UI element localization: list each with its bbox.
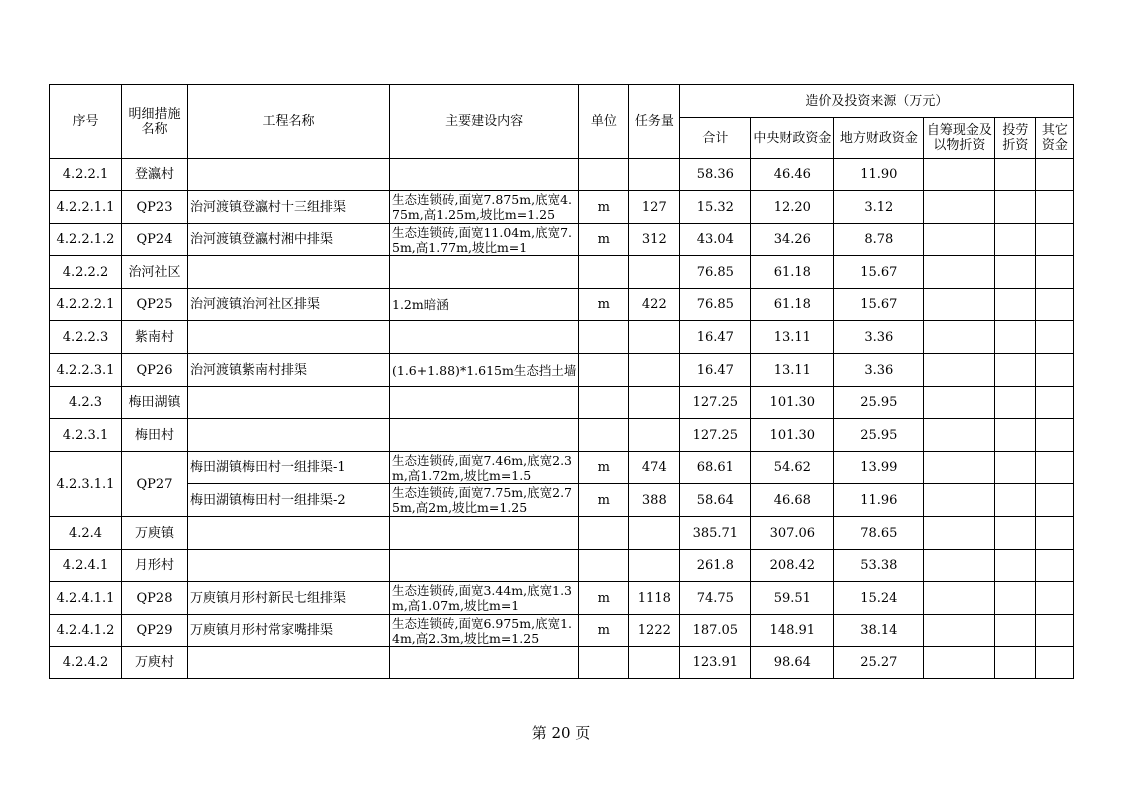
cell-unit: m xyxy=(579,582,629,615)
table-row xyxy=(50,354,1074,387)
header-project: 工程名称 xyxy=(188,85,390,159)
cell-content: 生态连锁砖,面宽3.44m,底宽1.3m,高1.07m,坡比m=1 xyxy=(390,582,579,615)
table-row xyxy=(50,256,1074,289)
cell-qty xyxy=(629,256,680,289)
cell-self xyxy=(924,224,995,256)
cell-self xyxy=(924,354,995,387)
cell-qty: 422 xyxy=(629,289,680,321)
cell-other xyxy=(1036,256,1074,289)
cell-labor xyxy=(995,484,1036,517)
table-row xyxy=(50,550,1074,582)
cell-content: 生态连锁砖,面宽7.75m,底宽2.75m,高2m,坡比m=1.25 xyxy=(390,484,579,517)
cell-measure: QP25 xyxy=(122,289,188,321)
cell-qty: 388 xyxy=(629,484,680,517)
cell-labor xyxy=(995,354,1036,387)
cell-unit xyxy=(579,354,629,387)
header-quantity: 任务量 xyxy=(629,85,680,159)
cell-content: 生态连锁砖,面宽7.46m,底宽2.3m,高1.72m,坡比m=1.5 xyxy=(390,452,579,484)
cell-local: 15.24 xyxy=(834,582,924,615)
cell-labor xyxy=(995,517,1036,550)
cell-unit xyxy=(579,647,629,679)
cell-measure: QP24 xyxy=(122,224,188,256)
cell-seq: 4.2.2.3 xyxy=(50,321,122,354)
cell-content xyxy=(390,256,579,289)
cell-total: 68.61 xyxy=(680,452,751,484)
header-content: 主要建设内容 xyxy=(390,85,579,159)
cell-other xyxy=(1036,550,1074,582)
cell-total: 76.85 xyxy=(680,256,751,289)
cell-labor xyxy=(995,387,1036,419)
cell-self xyxy=(924,191,995,224)
cell-labor xyxy=(995,550,1036,582)
cell-central: 59.51 xyxy=(751,582,834,615)
cell-seq: 4.2.4.1.2 xyxy=(50,615,122,647)
cell-content xyxy=(390,517,579,550)
cell-unit: m xyxy=(579,484,629,517)
cell-seq: 4.2.4.2 xyxy=(50,647,122,679)
cell-local: 25.27 xyxy=(834,647,924,679)
header-other: 其它资金 xyxy=(1036,118,1074,159)
cell-measure: 月形村 xyxy=(122,550,188,582)
cell-qty xyxy=(629,321,680,354)
cell-total: 123.91 xyxy=(680,647,751,679)
cell-self xyxy=(924,452,995,484)
cell-self xyxy=(924,159,995,191)
cell-local: 3.12 xyxy=(834,191,924,224)
cell-unit xyxy=(579,387,629,419)
cell-project: 治河渡镇登瀛村湘中排渠 xyxy=(188,224,390,256)
cell-measure: 登瀛村 xyxy=(122,159,188,191)
cell-qty xyxy=(629,550,680,582)
cell-labor xyxy=(995,647,1036,679)
cell-total: 58.36 xyxy=(680,159,751,191)
cell-labor xyxy=(995,256,1036,289)
cell-qty xyxy=(629,419,680,452)
cell-measure: QP29 xyxy=(122,615,188,647)
cell-project xyxy=(188,159,390,191)
cell-seq: 4.2.4.1.1 xyxy=(50,582,122,615)
cell-central: 12.20 xyxy=(751,191,834,224)
cell-other xyxy=(1036,517,1074,550)
cell-central: 13.11 xyxy=(751,321,834,354)
cell-qty xyxy=(629,354,680,387)
cell-other xyxy=(1036,387,1074,419)
cell-central: 54.62 xyxy=(751,452,834,484)
cell-local: 15.67 xyxy=(834,289,924,321)
header-seq: 序号 xyxy=(50,85,122,159)
cell-unit xyxy=(579,256,629,289)
investment-table xyxy=(49,84,1074,679)
cell-qty xyxy=(629,387,680,419)
cell-seq: 4.2.3 xyxy=(50,387,122,419)
cell-unit: m xyxy=(579,289,629,321)
cell-central: 61.18 xyxy=(751,256,834,289)
cell-seq: 4.2.3.1.1 xyxy=(50,452,122,517)
cell-project: 治河渡镇治河社区排渠 xyxy=(188,289,390,321)
header-measure: 明细措施名称 xyxy=(122,85,188,159)
cell-self xyxy=(924,582,995,615)
cell-qty: 127 xyxy=(629,191,680,224)
cell-qty: 312 xyxy=(629,224,680,256)
cell-self xyxy=(924,647,995,679)
cell-seq: 4.2.4.1 xyxy=(50,550,122,582)
cell-unit: m xyxy=(579,224,629,256)
cell-other xyxy=(1036,354,1074,387)
table-row xyxy=(50,224,1074,256)
cell-project xyxy=(188,321,390,354)
cell-total: 187.05 xyxy=(680,615,751,647)
cell-unit xyxy=(579,321,629,354)
cell-local: 78.65 xyxy=(834,517,924,550)
page-number: 第 20 页 xyxy=(531,724,591,742)
header-cost-group: 造价及投资来源（万元） xyxy=(680,85,1074,118)
cell-central: 34.26 xyxy=(751,224,834,256)
cell-measure: 梅田村 xyxy=(122,419,188,452)
cell-other xyxy=(1036,224,1074,256)
cell-project: 梅田湖镇梅田村一组排渠-2 xyxy=(188,484,390,517)
cell-central: 46.46 xyxy=(751,159,834,191)
cell-total: 16.47 xyxy=(680,321,751,354)
cell-local: 3.36 xyxy=(834,321,924,354)
cell-total: 58.64 xyxy=(680,484,751,517)
cell-content xyxy=(390,647,579,679)
cell-unit: m xyxy=(579,615,629,647)
cell-labor xyxy=(995,191,1036,224)
cell-labor xyxy=(995,582,1036,615)
cell-other xyxy=(1036,615,1074,647)
table-row xyxy=(50,159,1074,191)
cell-unit: m xyxy=(579,452,629,484)
cell-project: 梅田湖镇梅田村一组排渠-1 xyxy=(188,452,390,484)
cell-content: 生态连锁砖,面宽11.04m,底宽7.5m,高1.77m,坡比m=1 xyxy=(390,224,579,256)
header-unit: 单位 xyxy=(579,85,629,159)
cell-project xyxy=(188,256,390,289)
cell-measure: 梅田湖镇 xyxy=(122,387,188,419)
cell-measure: 治河社区 xyxy=(122,256,188,289)
cell-central: 208.42 xyxy=(751,550,834,582)
cell-content xyxy=(390,321,579,354)
cell-local: 3.36 xyxy=(834,354,924,387)
cell-content: (1.6+1.88)*1.615m生态挡土墙 xyxy=(390,354,579,387)
table-row xyxy=(50,647,1074,679)
cell-other xyxy=(1036,582,1074,615)
cell-central: 61.18 xyxy=(751,289,834,321)
cell-qty xyxy=(629,159,680,191)
cell-unit xyxy=(579,159,629,191)
cell-project xyxy=(188,419,390,452)
cell-labor xyxy=(995,159,1036,191)
cell-labor xyxy=(995,452,1036,484)
cell-unit xyxy=(579,550,629,582)
cell-content: 生态连锁砖,面宽7.875m,底宽4.75m,高1.25m,坡比m=1.25 xyxy=(390,191,579,224)
cell-content xyxy=(390,159,579,191)
cell-labor xyxy=(995,224,1036,256)
cell-seq: 4.2.2.1.2 xyxy=(50,224,122,256)
cell-local: 11.90 xyxy=(834,159,924,191)
cell-content xyxy=(390,550,579,582)
cell-total: 16.47 xyxy=(680,354,751,387)
table-row xyxy=(50,484,1074,517)
cell-total: 43.04 xyxy=(680,224,751,256)
cell-qty: 1118 xyxy=(629,582,680,615)
table-row xyxy=(50,387,1074,419)
cell-other xyxy=(1036,484,1074,517)
cell-project xyxy=(188,647,390,679)
cell-qty: 474 xyxy=(629,452,680,484)
cell-central: 13.11 xyxy=(751,354,834,387)
cell-local: 13.99 xyxy=(834,452,924,484)
table-row xyxy=(50,191,1074,224)
table-row xyxy=(50,582,1074,615)
cell-project xyxy=(188,550,390,582)
table-row xyxy=(50,517,1074,550)
cell-total: 15.32 xyxy=(680,191,751,224)
cell-seq: 4.2.2.2.1 xyxy=(50,289,122,321)
cell-labor xyxy=(995,615,1036,647)
cell-labor xyxy=(995,289,1036,321)
cell-self xyxy=(924,289,995,321)
cell-self xyxy=(924,256,995,289)
table-row xyxy=(50,419,1074,452)
cell-content: 生态连锁砖,面宽6.975m,底宽1.4m,高2.3m,坡比m=1.25 xyxy=(390,615,579,647)
cell-measure: QP27 xyxy=(122,452,188,517)
header-self: 自筹现金及以物折资 xyxy=(924,118,995,159)
cell-total: 127.25 xyxy=(680,387,751,419)
header-labor: 投劳折资 xyxy=(995,118,1036,159)
cell-measure: QP28 xyxy=(122,582,188,615)
cell-self xyxy=(924,484,995,517)
cell-other xyxy=(1036,289,1074,321)
cell-qty: 1222 xyxy=(629,615,680,647)
header-local: 地方财政资金 xyxy=(834,118,924,159)
cell-local: 11.96 xyxy=(834,484,924,517)
cell-self xyxy=(924,387,995,419)
cell-local: 53.38 xyxy=(834,550,924,582)
cell-total: 385.71 xyxy=(680,517,751,550)
cell-other xyxy=(1036,321,1074,354)
cell-local: 25.95 xyxy=(834,387,924,419)
cell-other xyxy=(1036,191,1074,224)
cell-self xyxy=(924,550,995,582)
cell-central: 307.06 xyxy=(751,517,834,550)
cell-content xyxy=(390,419,579,452)
cell-local: 38.14 xyxy=(834,615,924,647)
cell-unit: m xyxy=(579,191,629,224)
table-row xyxy=(50,289,1074,321)
cell-project xyxy=(188,387,390,419)
cell-self xyxy=(924,419,995,452)
cell-project: 治河渡镇紫南村排渠 xyxy=(188,354,390,387)
cell-total: 76.85 xyxy=(680,289,751,321)
table-row xyxy=(50,321,1074,354)
cell-total: 127.25 xyxy=(680,419,751,452)
cell-labor xyxy=(995,419,1036,452)
cell-total: 261.8 xyxy=(680,550,751,582)
cell-seq: 4.2.4 xyxy=(50,517,122,550)
cell-self xyxy=(924,517,995,550)
header-total: 合计 xyxy=(680,118,751,159)
cell-local: 8.78 xyxy=(834,224,924,256)
table-row xyxy=(50,615,1074,647)
cell-seq: 4.2.2.3.1 xyxy=(50,354,122,387)
cell-content: 1.2m暗涵 xyxy=(390,289,579,321)
cell-qty xyxy=(629,517,680,550)
cell-other xyxy=(1036,419,1074,452)
cell-local: 25.95 xyxy=(834,419,924,452)
cell-central: 101.30 xyxy=(751,387,834,419)
cell-content xyxy=(390,387,579,419)
cell-measure: 万庾镇 xyxy=(122,517,188,550)
cell-measure: QP26 xyxy=(122,354,188,387)
cell-unit xyxy=(579,517,629,550)
cell-other xyxy=(1036,647,1074,679)
cell-qty xyxy=(629,647,680,679)
cell-total: 74.75 xyxy=(680,582,751,615)
cell-labor xyxy=(995,321,1036,354)
cell-unit xyxy=(579,419,629,452)
cell-other xyxy=(1036,452,1074,484)
cell-other xyxy=(1036,159,1074,191)
cell-seq: 4.2.3.1 xyxy=(50,419,122,452)
cell-seq: 4.2.2.1 xyxy=(50,159,122,191)
cell-project: 治河渡镇登瀛村十三组排渠 xyxy=(188,191,390,224)
cell-measure: 万庾村 xyxy=(122,647,188,679)
cell-measure: QP23 xyxy=(122,191,188,224)
cell-project xyxy=(188,517,390,550)
cell-central: 101.30 xyxy=(751,419,834,452)
table-row xyxy=(50,452,1074,484)
cell-seq: 4.2.2.2 xyxy=(50,256,122,289)
cell-self xyxy=(924,615,995,647)
cell-project: 万庾镇月形村常家嘴排渠 xyxy=(188,615,390,647)
cell-self xyxy=(924,321,995,354)
cell-seq: 4.2.2.1.1 xyxy=(50,191,122,224)
cell-local: 15.67 xyxy=(834,256,924,289)
cell-project: 万庾镇月形村新民七组排渠 xyxy=(188,582,390,615)
cell-central: 98.64 xyxy=(751,647,834,679)
cell-central: 46.68 xyxy=(751,484,834,517)
cell-central: 148.91 xyxy=(751,615,834,647)
cell-measure: 紫南村 xyxy=(122,321,188,354)
header-central: 中央财政资金 xyxy=(751,118,834,159)
